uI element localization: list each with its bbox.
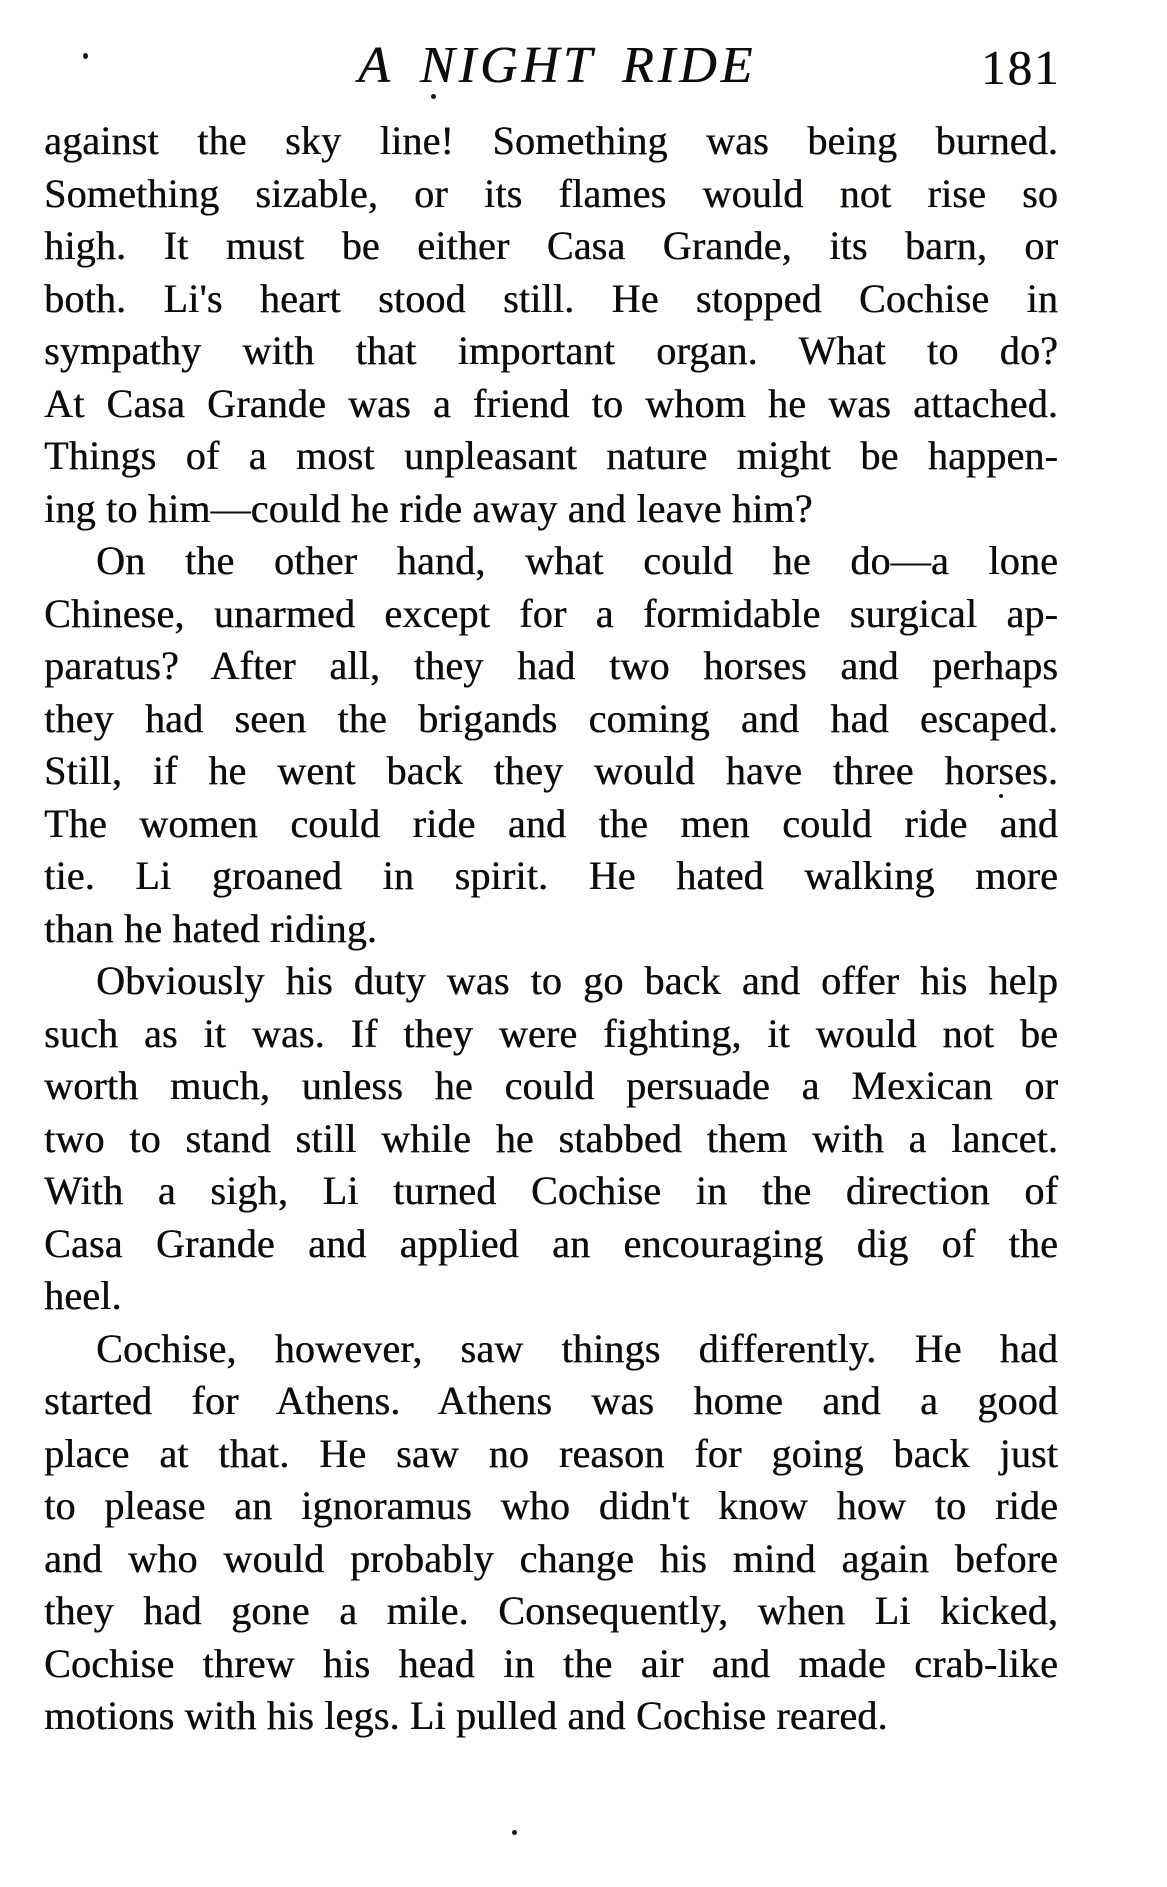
text-line: sympathy with that important organ. What to do?	[44, 328, 1058, 373]
text-line: high. It must be either Casa Grande, its barn, or	[44, 223, 1058, 268]
text-line: such as it was. If they were fighting, it would not be	[44, 1010, 1058, 1056]
text-line: than he hated riding.	[44, 905, 377, 951]
text-line: Cochise threw his head in the air and made crab-like	[44, 1640, 1058, 1686]
ink-speck	[83, 53, 88, 59]
text-line: place at that. He saw no reason for going back just	[44, 1430, 1058, 1476]
text-line: Cochise, however, saw things differently. He had	[96, 1325, 1058, 1371]
text-line: motions with his legs. Li pulled and Cochise reared.	[44, 1693, 888, 1738]
text-line: both. Li's heart stood still. He stopped Cochise in	[44, 275, 1058, 321]
text-line: Things of a most unpleasant nature might be happen-	[44, 433, 1058, 478]
text-line: With a sigh, Li turned Cochise in the direction of	[44, 1168, 1058, 1213]
ink-speck	[431, 94, 436, 99]
text-line: On the other hand, what could he do—a lone	[96, 538, 1058, 583]
text-line: they had seen the brigands coming and had escaped.	[44, 695, 1058, 741]
ink-speck	[512, 1830, 517, 1835]
running-head	[0, 38, 1167, 102]
text-line: worth much, unless he could persuade a Mexican or	[44, 1063, 1058, 1108]
text-line: ing to him—could he ride away and leave him?	[44, 485, 813, 531]
text-line: Chinese, unarmed except for a formidable surgical ap-	[44, 590, 1058, 636]
text-line: Casa Grande and applied an encouraging dig of the	[44, 1220, 1058, 1266]
text-line: tie. Li groaned in spirit. He hated walking more	[44, 853, 1058, 898]
text-line: Obviously his duty was to go back and offer his help	[96, 958, 1058, 1003]
text-line: and who would probably change his mind again before	[44, 1535, 1058, 1581]
text-line: against the sky line! Something was being burned.	[44, 118, 1058, 163]
text-line: started for Athens. Athens was home and a good	[44, 1378, 1058, 1423]
text-line: Still, if he went back they would have three horses.	[44, 748, 1058, 793]
text-line: The women could ride and the men could ride and	[44, 800, 1058, 846]
text-line: they had gone a mile. Consequently, when Li kicked,	[44, 1588, 1058, 1633]
chapter-title: A NIGHT RIDE	[358, 37, 757, 94]
page-number: 181	[981, 40, 1061, 95]
text-line: paratus? After all, they had two horses and perhaps	[44, 643, 1058, 688]
text-line: two to stand still while he stabbed them with a lancet.	[44, 1115, 1058, 1161]
ink-speck	[999, 794, 1003, 798]
text-line: heel.	[44, 1273, 122, 1318]
text-line: At Casa Grande was a friend to whom he was attached.	[44, 380, 1058, 426]
text-line: to please an ignoramus who didn't know how to ride	[44, 1483, 1058, 1528]
text-line: Something sizable, or its flames would not rise so	[44, 170, 1058, 216]
text-column	[44, 115, 1058, 1743]
